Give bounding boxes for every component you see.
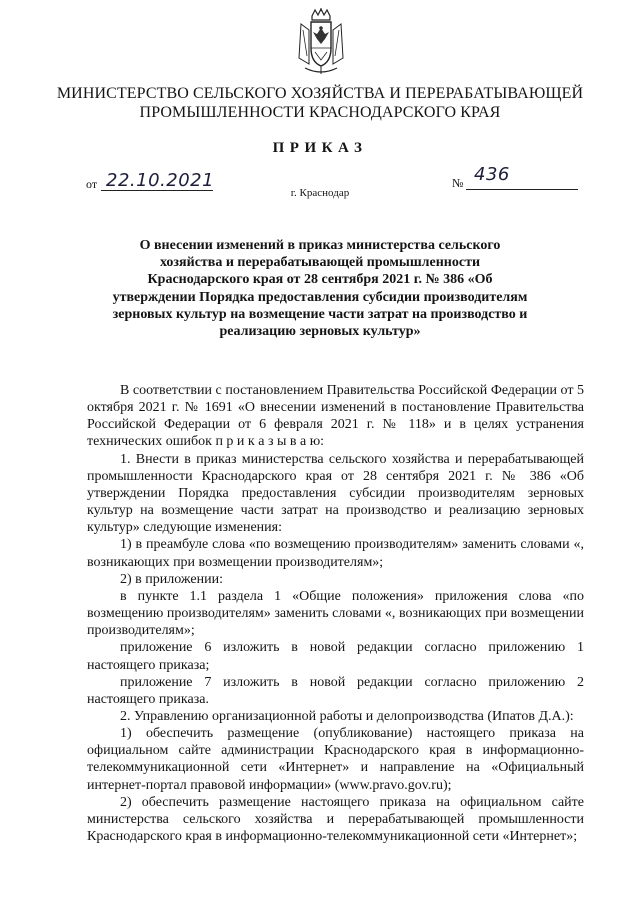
paragraph: приложение 7 изложить в новой редакции согласно приложению 2 настоящего приказа. (87, 674, 584, 707)
number-handwritten: 436 (474, 164, 510, 185)
paragraph: 2) обеспечить размещение настоящего приказа на официальном сайте министерства сельского хозяйства и перерабатывающей промышленности Краснодарского края в информационно-телекоммуникационной сети «Интернет»; (87, 794, 584, 845)
paragraph: в пункте 1.1 раздела 1 «Общие положения» приложения слова «по возмещению производителям» заменить словами «, возникающих при возмещении производителям»; (87, 588, 584, 639)
paragraph: 1) в преамбуле слова «по возмещению производителям» заменить словами «, возникающих при возмещении производителям»; (87, 537, 584, 570)
paragraph: В соответствии с постановлением Правительства Российской Федерации от 5 октября 2021 г. № 1691 «О внесении изменений в постановление Правительства Российской Федерации от 6 февраля 2021 г. № 118» и в целях устранения технических ошибок п р и к а з ы в а ю: (87, 383, 584, 450)
paragraph: 2. Управлению организационной работы и делопроизводства (Ипатов Д.А.): (120, 708, 574, 724)
paragraph: 2) в приложении: (120, 571, 223, 587)
number-prefix: № (452, 176, 464, 190)
order-subject: О внесении изменений в приказ министерства сельского хозяйства и перерабатывающей промышленности Краснодарского края от 28 сентября 2021 г. № 386 «Об утверждении Порядка предоставления субсидии производителям зерновых культур на возмещение части затрат на производство и реализацию зерновых культур» (112, 238, 528, 340)
order-body (87, 382, 584, 845)
coat-of-arms-icon (295, 8, 347, 76)
document-type-heading: ПРИКАЗ (272, 140, 368, 156)
city-label: г. Краснодар (290, 187, 350, 199)
paragraph: 1) обеспечить размещение (опубликование) настоящего приказа на официальном сайте администрации Краснодарского края в информационно-телекоммуникационной сети «Интернет» и направление на «Официальный интернет-портал правовой информации» (www.pravo.gov.ru); (87, 726, 584, 793)
ministry-title: МИНИСТЕРСТВО СЕЛЬСКОГО ХОЗЯЙСТВА И ПЕРЕРАБАТЫВАЮЩЕЙ ПРОМЫШЛЕННОСТИ КРАСНОДАРСКОГО КРАЯ (56, 85, 584, 121)
date-handwritten: 22.10.2021 (106, 170, 215, 191)
paragraph: 1. Внести в приказ министерства сельского хозяйства и перерабатывающей промышленности Краснодарского края от 28 сентября 2021 г. № 386 «Об утверждении Порядка предоставления субсидии производителям зерновых культур на возмещение части затрат на производство и реализацию зерновых культур» следующие изменения: (87, 451, 584, 536)
paragraph: приложение 6 изложить в новой редакции согласно приложению 1 настоящего приказа; (87, 640, 584, 673)
date-prefix: от (86, 177, 98, 191)
